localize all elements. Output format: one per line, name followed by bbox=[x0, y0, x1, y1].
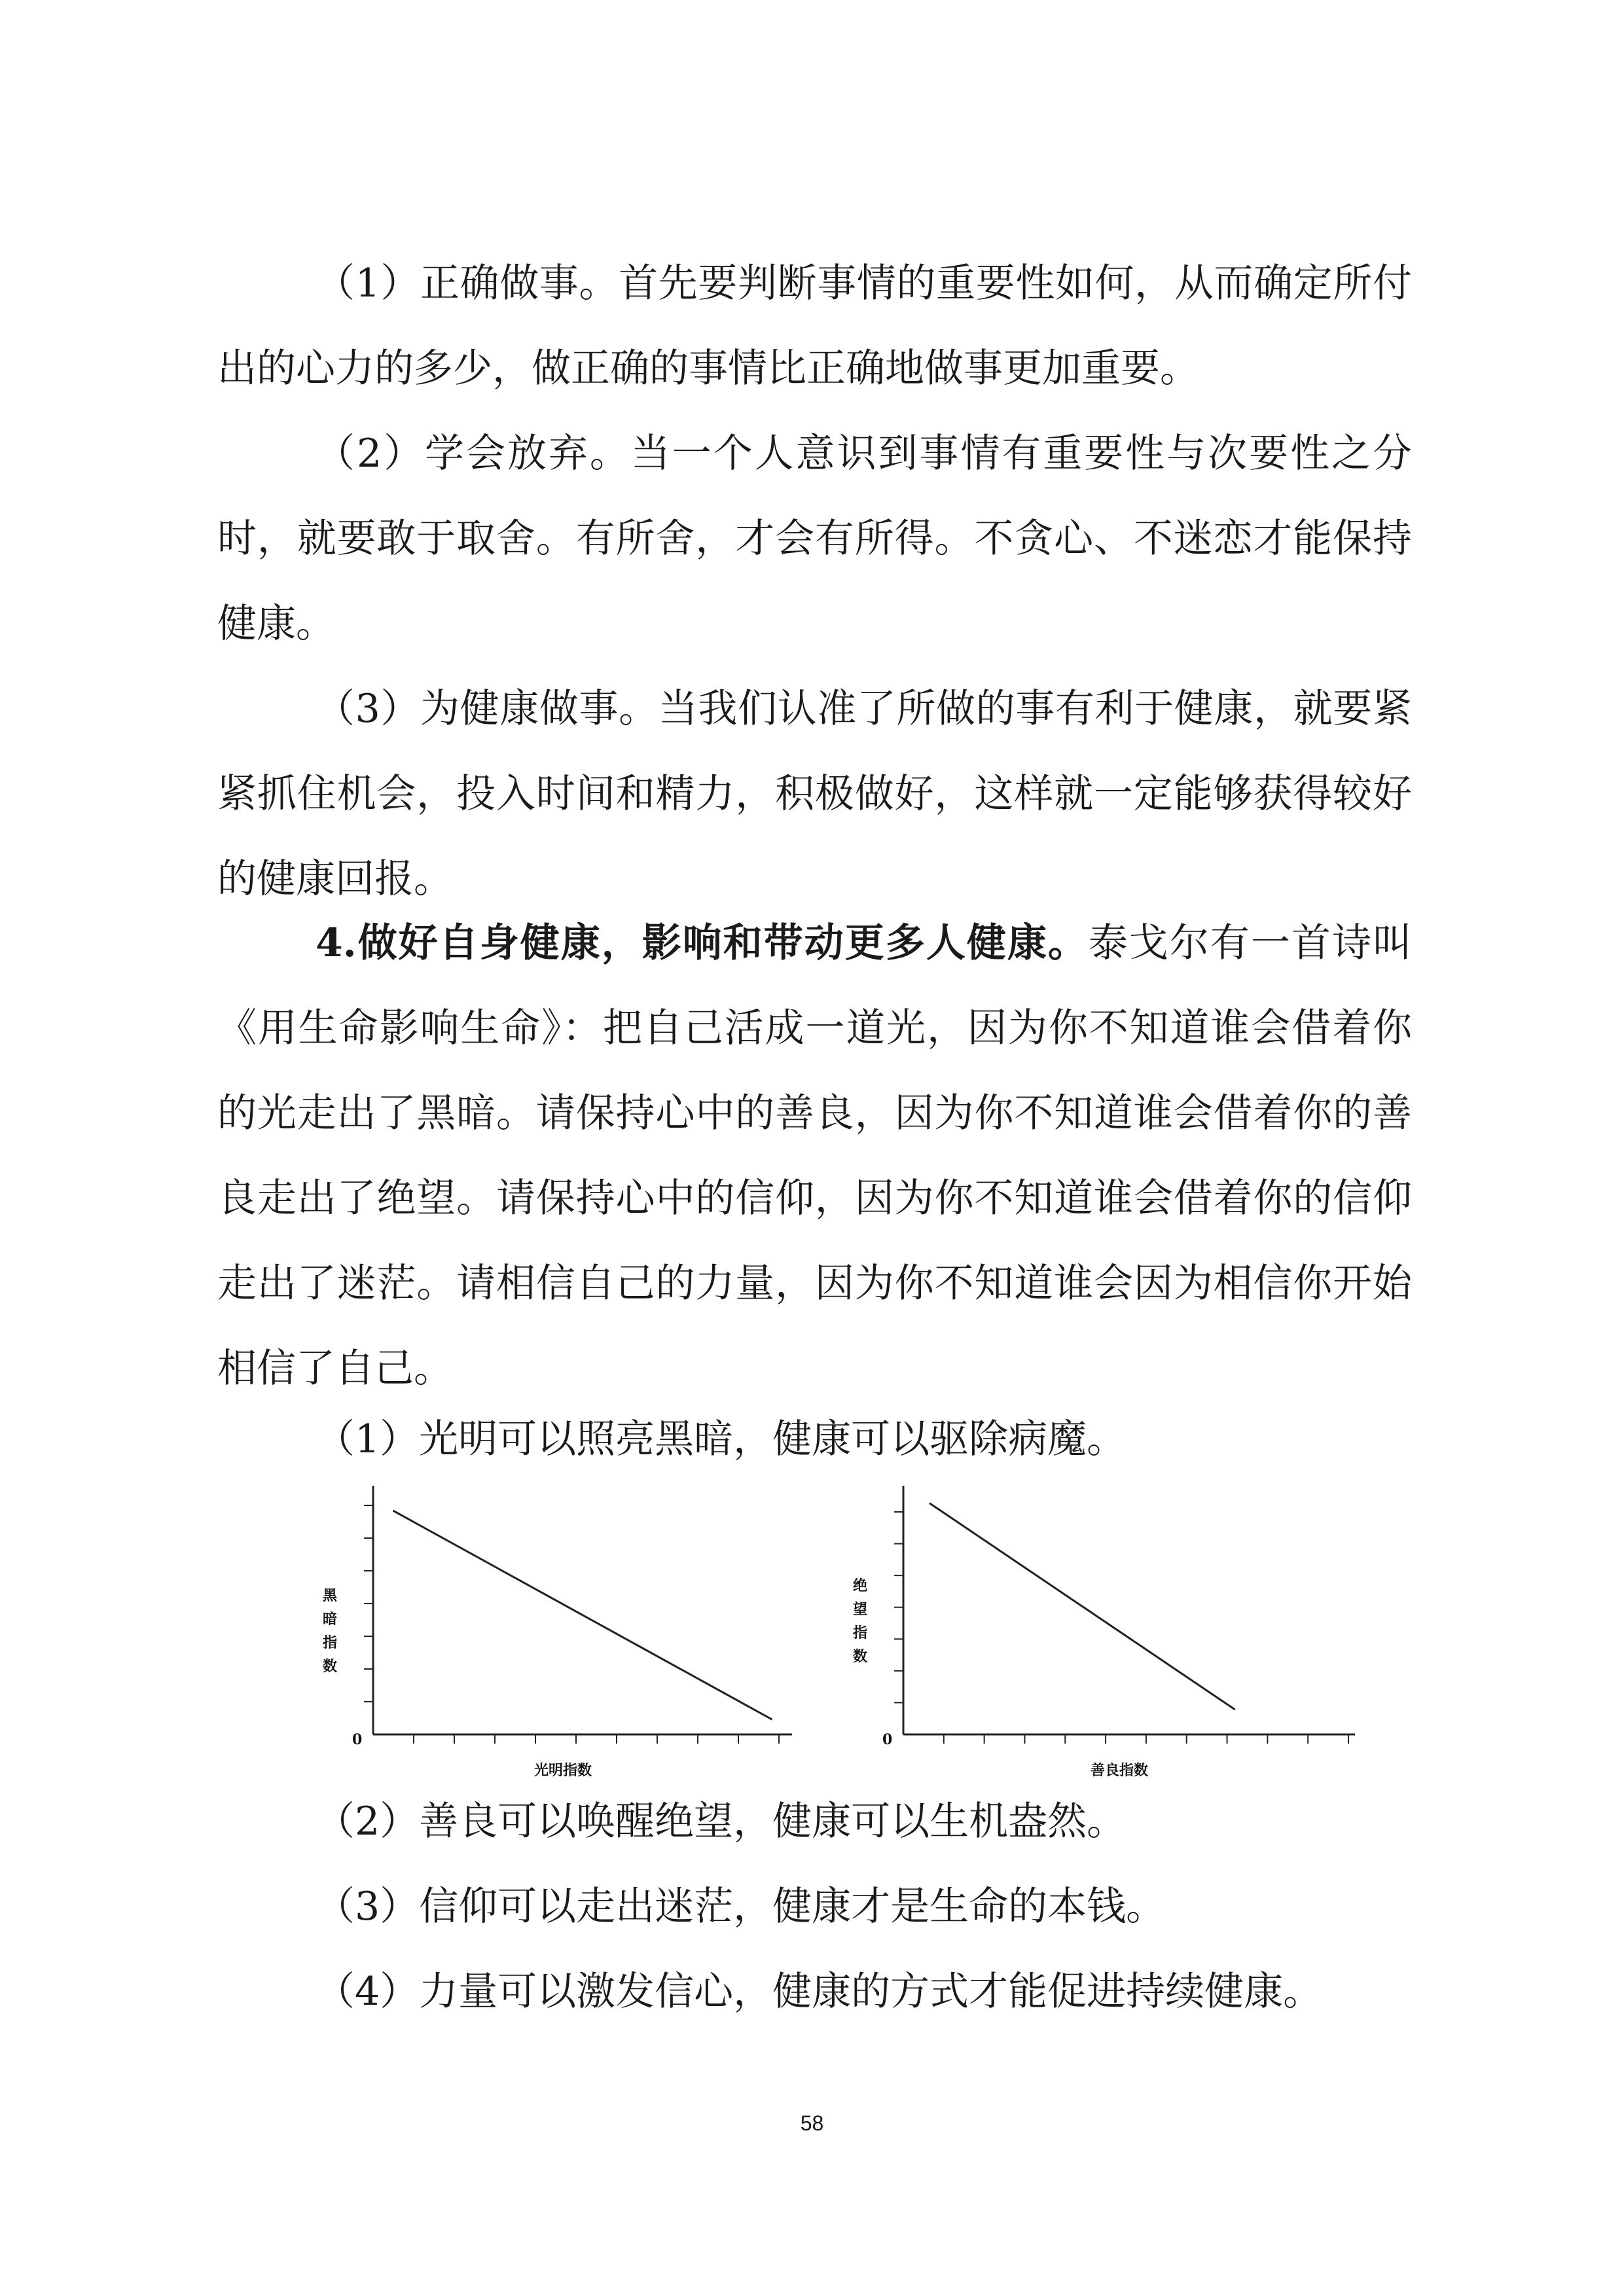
y-axis-label: 黑暗指数 bbox=[322, 1587, 338, 1675]
paragraph-correct-doing: （1）正确做事。首先要判断事情的重要性如何，从而确定所付出的心力的多少，做正确的事情比正确地做事更加重要。 bbox=[217, 260, 1412, 391]
chart-light-darkness bbox=[301, 1466, 818, 1806]
chart-kindness-despair bbox=[831, 1466, 1355, 1806]
y-axis-label: 绝望指数 bbox=[852, 1577, 868, 1665]
list-item-light: （1）光明可以照亮黑暗，健康可以驱除病魔。 bbox=[316, 1416, 1127, 1462]
origin-label: 0 bbox=[352, 1731, 363, 1748]
origin-label: 0 bbox=[882, 1731, 893, 1748]
series-line bbox=[929, 1503, 1235, 1710]
axis-ticks bbox=[894, 1512, 1348, 1744]
tagore-poem-text: 泰戈尔有一首诗叫《用生命影响生命》：把自己活成一道光，因为你不知道谁会借着你的光走出了黑暗。请保持心中的善良，因为你不知道谁会借着你的善良走出了绝望。请保持心中的信仰，因为你不知道谁会借着你的信仰走出了迷茫。请相信自己的力量，因为你不知道谁会因为相信你开始相信了自己。 bbox=[217, 920, 1413, 1391]
x-axis-label: 光明指数 bbox=[533, 1762, 592, 1779]
page-number: 58 bbox=[800, 2111, 824, 2135]
section-heading: 4.做好自身健康，影响和带动更多人健康。 bbox=[316, 920, 1089, 966]
paragraph-work-for-health: （3）为健康做事。当我们认准了所做的事有利于健康，就要紧紧抓住机会，投入时间和精力，积极做好，这样就一定能够获得较好的健康回报。 bbox=[217, 686, 1412, 902]
paragraph-influence-others bbox=[217, 901, 1412, 1411]
list-item-strength: （4）力量可以激发信心，健康的方式才能促进持续健康。 bbox=[316, 1969, 1323, 2015]
list-item-belief: （3）信仰可以走出迷茫，健康才是生命的本钱。 bbox=[316, 1884, 1166, 1929]
x-axis-label: 善良指数 bbox=[1090, 1762, 1149, 1779]
chart-kindness-despair-svg bbox=[831, 1466, 1355, 1806]
list-item-kindness: （2）善良可以唤醒绝望，健康可以生机盎然。 bbox=[316, 1799, 1127, 1844]
axis-ticks bbox=[364, 1505, 779, 1744]
series-line bbox=[393, 1511, 772, 1719]
chart-light-darkness-svg bbox=[301, 1466, 818, 1806]
paragraph-learn-to-let-go: （2）学会放弃。当一个人意识到事情有重要性与次要性之分时，就要敢于取舍。有所舍，才会有所得。不贪心、不迷恋才能保持健康。 bbox=[217, 431, 1412, 647]
